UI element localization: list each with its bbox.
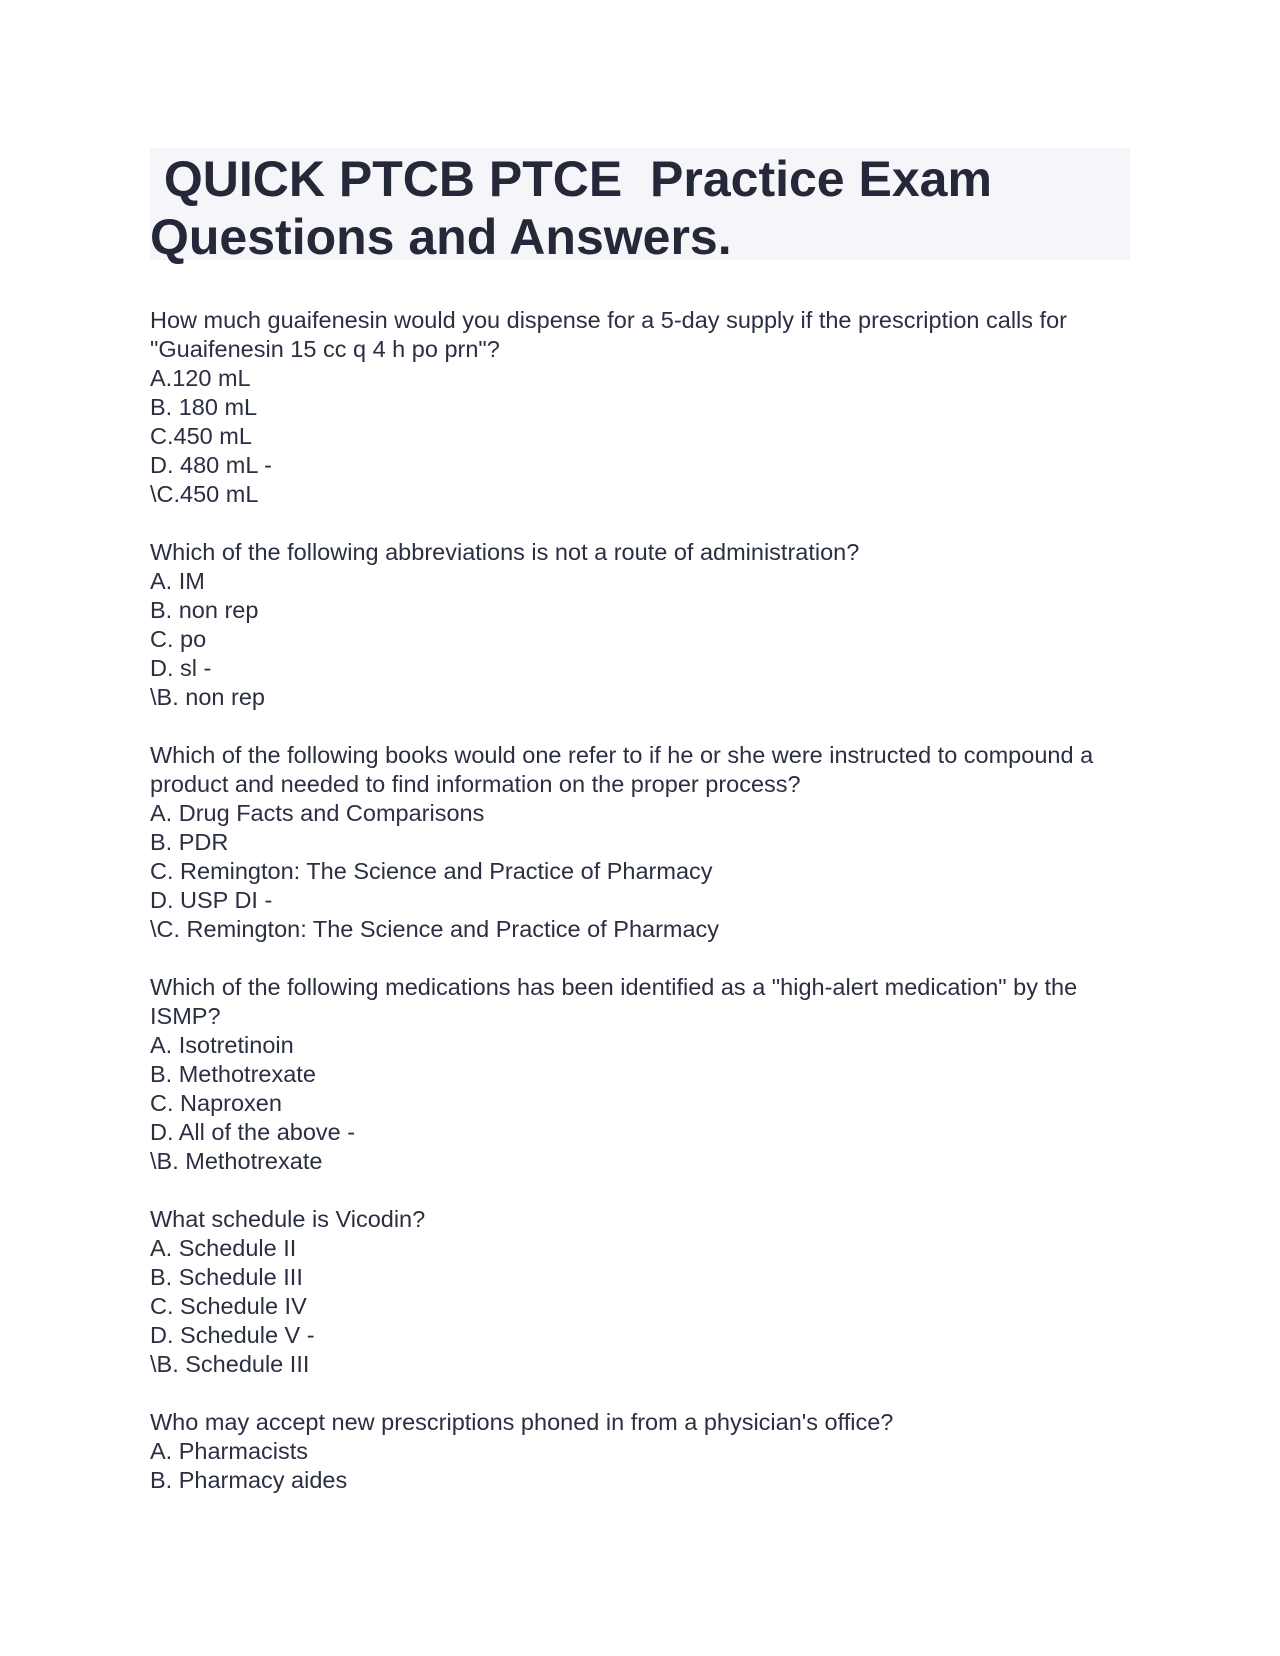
answer-option: B. Methotrexate bbox=[150, 1061, 316, 1087]
question-block bbox=[150, 538, 1130, 712]
answer-option: D. sl - bbox=[150, 655, 212, 681]
correct-answer: \B. non rep bbox=[150, 684, 265, 710]
answer-option: B. Schedule III bbox=[150, 1264, 303, 1290]
question-block bbox=[150, 1205, 1130, 1379]
question-block bbox=[150, 741, 1130, 944]
answer-option: D. Schedule V - bbox=[150, 1322, 315, 1348]
answer-option: D. 480 mL - bbox=[150, 452, 272, 478]
answer-option: B. non rep bbox=[150, 597, 259, 623]
answer-option: A. Drug Facts and Comparisons bbox=[150, 800, 485, 826]
correct-answer: \C. Remington: The Science and Practice of Pharmacy bbox=[150, 916, 720, 942]
question-block bbox=[150, 306, 1130, 509]
question-prompt: Who may accept new prescriptions phoned in from a physician's office? bbox=[150, 1409, 894, 1435]
correct-answer: \B. Methotrexate bbox=[150, 1148, 323, 1174]
answer-option: B. 180 mL bbox=[150, 394, 258, 420]
question-prompt: What schedule is Vicodin? bbox=[150, 1206, 426, 1232]
correct-answer: \C.450 mL bbox=[150, 481, 259, 507]
question-block bbox=[150, 973, 1130, 1176]
answer-option: C.450 mL bbox=[150, 423, 252, 449]
question-prompt: Which of the following books would one refer to if he or she were instructed to compound a product and needed to find information on the proper process? bbox=[150, 742, 1100, 797]
question-block bbox=[150, 1408, 1130, 1495]
answer-option: D. USP DI - bbox=[150, 887, 273, 913]
document-page bbox=[150, 148, 1130, 1524]
answer-option: A.120 mL bbox=[150, 365, 251, 391]
answer-option: C. Naproxen bbox=[150, 1090, 282, 1116]
answer-option: C. po bbox=[150, 626, 207, 652]
answer-option: A. Isotretinoin bbox=[150, 1032, 294, 1058]
answer-option: B. PDR bbox=[150, 829, 229, 855]
answer-option: C. Schedule IV bbox=[150, 1293, 307, 1319]
question-prompt: How much guaifenesin would you dispense for a 5-day supply if the prescription calls for "Guaifenesin 15 cc q 4 h po prn"? bbox=[150, 307, 1074, 362]
page-title: QUICK PTCB PTCE Practice Exam Questions and Answers. bbox=[150, 151, 1006, 265]
answer-option: A. Pharmacists bbox=[150, 1438, 309, 1464]
question-prompt: Which of the following abbreviations is not a route of administration? bbox=[150, 539, 860, 565]
answer-option: A. IM bbox=[150, 568, 205, 594]
answer-option: D. All of the above - bbox=[150, 1119, 356, 1145]
answer-option: A. Schedule II bbox=[150, 1235, 297, 1261]
question-prompt: Which of the following medications has been identified as a "high-alert medication" by the ISMP? bbox=[150, 974, 1084, 1029]
correct-answer: \B. Schedule III bbox=[150, 1351, 310, 1377]
answer-option: B. Pharmacy aides bbox=[150, 1467, 348, 1493]
answer-option: C. Remington: The Science and Practice of Pharmacy bbox=[150, 858, 713, 884]
title-banner bbox=[150, 148, 1130, 265]
question-list bbox=[150, 306, 1130, 1495]
